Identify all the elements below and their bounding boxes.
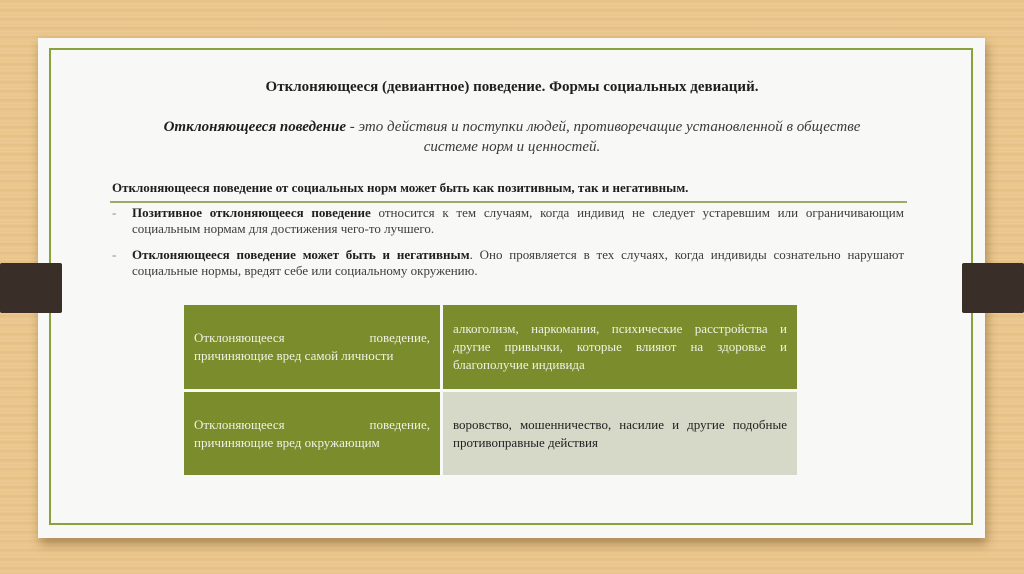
left-binder-clip (0, 263, 62, 313)
bullet-text: относится к тем случаям, когда индивид не следует устаревшим или ограничивающим социальным нормам для достижения чего-то лучшего. (132, 205, 904, 236)
definition-term: Отклоняющееся поведение (163, 119, 347, 135)
definition (150, 117, 874, 157)
definition-text: - это действия и поступки людей, противоречащие установленной в обществе системе норм и ценностей. (346, 119, 861, 155)
table-row-1-value: алкоголизм, наркомания, психические расстройства и другие привычки, которые влияют на здоровье и благополучие индивида (443, 305, 797, 389)
divider-line (110, 201, 907, 203)
bullet-text: . Оно проявляется в тех случаях, когда индивиды сознательно нарушают социальные нормы, вредят себе или социальному окружению. (132, 247, 904, 278)
table-row-2-label: Отклоняющееся поведение, причиняющие вред окружающим (184, 392, 440, 475)
slide-title: Отклоняющееся (девиантное) поведение. Формы социальных девиаций. (265, 79, 759, 95)
lead-statement: Отклоняющееся поведение от социальных норм может быть как позитивным, так и негативным. (112, 180, 689, 195)
bullet-bold: Позитивное отклоняющееся поведение (132, 205, 371, 220)
deviation-table (184, 305, 797, 475)
table-row-1-label: Отклоняющееся поведение, причиняющие вред самой личности (184, 305, 440, 389)
bullet-dash: - (112, 205, 117, 220)
bullet-dash: - (112, 247, 117, 262)
bullet-positive (112, 205, 904, 237)
bullet-negative (112, 247, 904, 279)
bullet-bold: Отклоняющееся поведение может быть и негативным (132, 247, 470, 262)
right-binder-clip (962, 263, 1024, 313)
table-row-2-value: воровство, мошенничество, насилие и другие подобные противоправные действия (443, 392, 797, 475)
